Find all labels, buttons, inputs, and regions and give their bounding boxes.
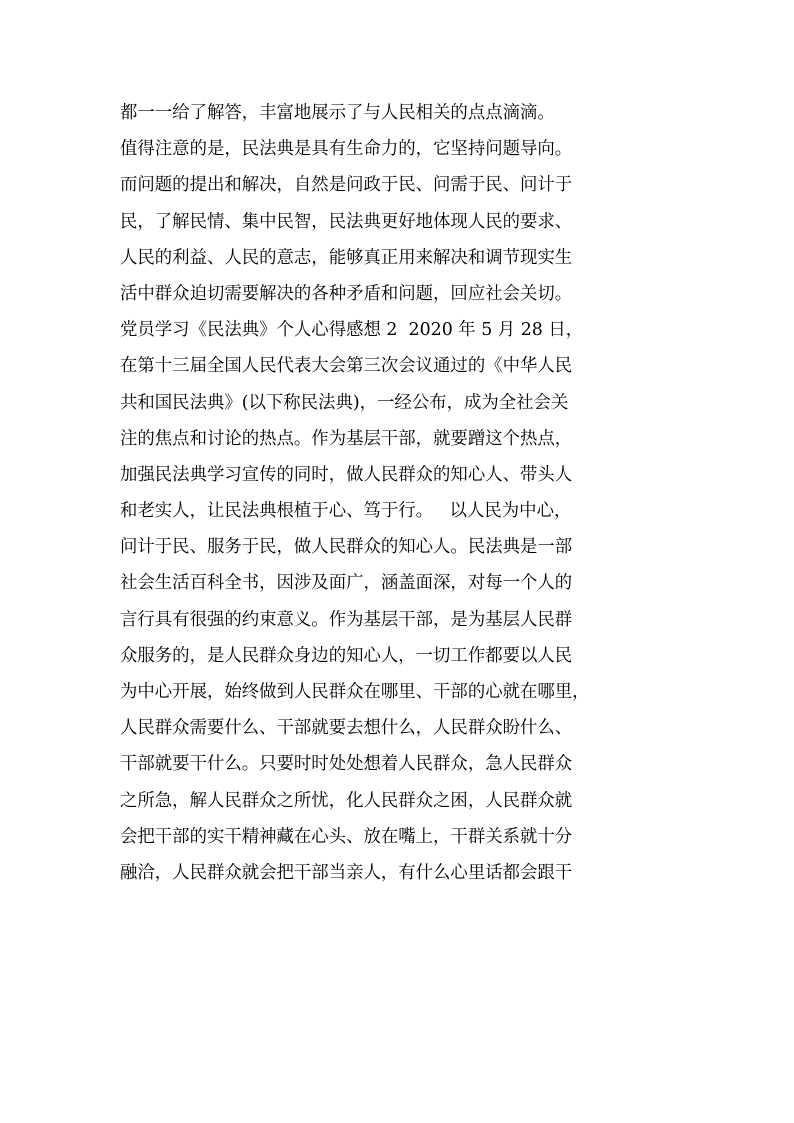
- text-line: 注的焦点和讨论的热点。作为基层干部，就要蹭这个热点，: [120, 428, 573, 449]
- text-line: 人民群众需要什么、干部就要去想什么，人民群众盼什么、: [120, 718, 573, 739]
- text-line: 活中群众迫切需要解决的各种矛盾和问题，回应社会关切。: [120, 283, 573, 304]
- text-line: 党员学习《民法典》个人心得感想 2 2020 年 5 月 28 日，: [120, 320, 584, 341]
- text-line: 会把干部的实干精神藏在心头、放在嘴上，干群关系就十分: [120, 826, 573, 847]
- text-line: 问计于民、服务于民，做人民群众的知心人。民法典是一部: [120, 537, 573, 558]
- text-line: 加强民法典学习宣传的同时，做人民群众的知心人、带头人: [120, 464, 573, 485]
- text-line: 人民的利益、人民的意志，能够真正用来解决和调节现实生: [120, 247, 573, 268]
- text-line: 都一一给了解答，丰富地展示了与人民相关的点点滴滴。: [120, 103, 555, 123]
- text-line: 共和国民法典》(以下称民法典)，一经公布，成为全社会关: [120, 392, 569, 413]
- text-line: 民，了解民情、集中民智，民法典更好地体现人民的要求、: [120, 211, 573, 232]
- body-text: [120, 95, 680, 891]
- text-line: 值得注意的是，民法典是具有生命力的，它坚持问题导向。: [120, 139, 573, 160]
- text-line: 为中心开展，始终做到人民群众在哪里、干部的心就在哪里，: [120, 682, 590, 702]
- text-line: 言行具有很强的约束意义。作为基层干部，是为基层人民群: [120, 609, 573, 630]
- text-line: 在第十三届全国人民代表大会第三次会议通过的《中华人民: [120, 356, 573, 377]
- text-line: 众服务的，是人民群众身边的知心人，一切工作都要以人民: [120, 645, 573, 666]
- text-line: 和老实人，让民法典根植于心、笃于行。 以人民为中心，: [120, 501, 572, 522]
- text-line: 之所急，解人民群众之所忧，化人民群众之困，人民群众就: [120, 790, 573, 811]
- text-line: 社会生活百科全书，因涉及面广，涵盖面深，对每一个人的: [120, 573, 573, 594]
- text-line: 而问题的提出和解决，自然是问政于民、问需于民、问计于: [120, 175, 573, 196]
- text-line: 干部就要干什么。只要时时处处想着人民群众，急人民群众: [120, 754, 573, 775]
- text-line: 融洽，人民群众就会把干部当亲人，有什么心里话都会跟干: [120, 862, 573, 883]
